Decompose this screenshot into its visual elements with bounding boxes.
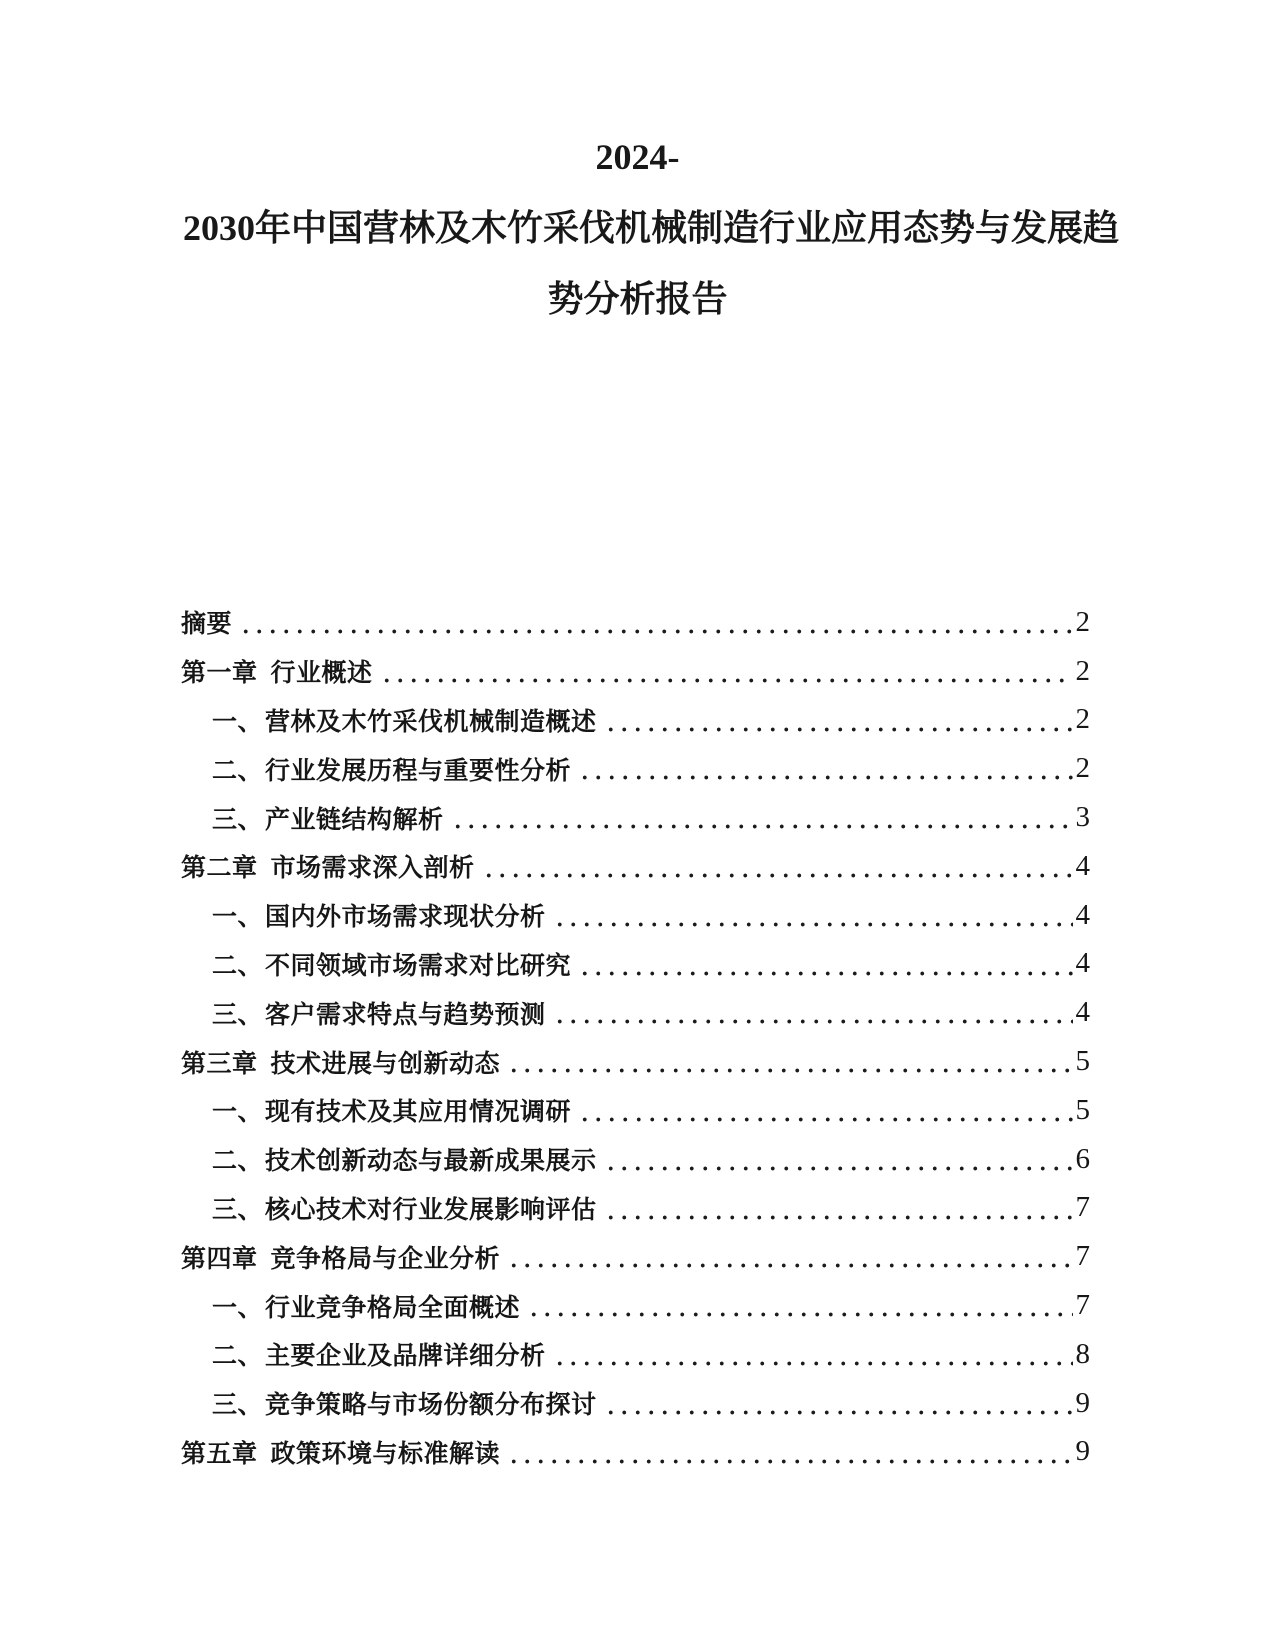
toc-entry: [181, 793, 1090, 842]
toc-dot-leader: [576, 744, 1072, 793]
toc-dot-leader: [237, 598, 1072, 647]
toc-entry: [181, 1184, 1090, 1233]
toc-page-number: 4: [1075, 996, 1090, 1029]
toc-entry: [181, 891, 1090, 940]
report-title-line: 2024-: [595, 137, 680, 177]
toc-entry-title: 技术进展与创新动态: [270, 1049, 501, 1078]
toc-dot-leader: [602, 1184, 1073, 1233]
toc-entry-title: 技术创新动态与最新成果展示: [265, 1147, 597, 1176]
toc-entry-number: 二、: [212, 756, 264, 785]
toc-page-number: 3: [1075, 801, 1090, 834]
toc-entry-title: 行业发展历程与重要性分析: [265, 756, 572, 785]
toc-entry-title: 产业链结构解析: [265, 805, 444, 834]
toc-entry-number: 第四章: [181, 1244, 258, 1273]
toc-entry-number: 第三章: [181, 1049, 258, 1078]
toc-entry-title: 核心技术对行业发展影响评估: [265, 1195, 597, 1224]
toc-page-number: 6: [1075, 1142, 1090, 1175]
toc-entry: [181, 1428, 1090, 1477]
toc-entry-title: 竞争策略与市场份额分布探讨: [265, 1391, 597, 1420]
report-title: [183, 122, 1120, 335]
toc-dot-leader: [602, 1135, 1073, 1184]
toc-page-number: 4: [1075, 849, 1090, 882]
toc-entry: [181, 940, 1090, 989]
toc-page-number: 5: [1075, 1093, 1090, 1126]
toc-page-number: 2: [1075, 703, 1090, 736]
toc-dot-leader: [378, 647, 1073, 696]
report-title-line: 势分析报告: [547, 279, 728, 319]
toc-entry-number: 二、: [212, 951, 264, 980]
toc-entry: [181, 1379, 1090, 1428]
toc-dot-leader: [551, 988, 1073, 1037]
toc-dot-leader: [480, 842, 1073, 891]
toc-entry: [181, 1135, 1090, 1184]
toc-entry-title: 营林及木竹采伐机械制造概述: [265, 707, 597, 736]
toc-page-number: 2: [1075, 605, 1090, 638]
toc-dot-leader: [505, 1428, 1072, 1477]
table-of-contents: [181, 598, 1090, 1476]
toc-entry: [181, 598, 1090, 647]
toc-entry-number: 一、: [212, 1293, 264, 1322]
toc-entry: [181, 1037, 1090, 1086]
toc-dot-leader: [551, 891, 1073, 940]
toc-entry: [181, 988, 1090, 1037]
toc-entry-title: 行业竞争格局全面概述: [265, 1293, 521, 1322]
toc-page-number: 9: [1075, 1435, 1090, 1468]
toc-entry-title: 客户需求特点与趋势预测: [265, 1000, 546, 1029]
toc-entry-title: 行业概述: [270, 659, 373, 688]
toc-dot-leader: [505, 1232, 1072, 1281]
toc-entry: [181, 744, 1090, 793]
toc-page-number: 5: [1075, 1045, 1090, 1078]
toc-dot-leader: [449, 793, 1073, 842]
toc-entry-number: 三、: [212, 1195, 264, 1224]
toc-entry: [181, 1330, 1090, 1379]
toc-entry-number: 一、: [212, 1098, 264, 1127]
report-title-line: 2030年中国营林及木竹采伐机械制造行业应用态势与发展趋: [183, 208, 1120, 248]
toc-entry-title: 国内外市场需求现状分析: [265, 903, 546, 932]
toc-entry-number: 一、: [212, 903, 264, 932]
toc-dot-leader: [602, 1379, 1073, 1428]
toc-page-number: 4: [1075, 947, 1090, 980]
toc-page-number: 9: [1075, 1386, 1090, 1419]
toc-entry: [181, 1281, 1090, 1330]
toc-entry-number: 一、: [212, 707, 264, 736]
toc-entry: [181, 1232, 1090, 1281]
toc-page-number: 4: [1075, 898, 1090, 931]
toc-dot-leader: [551, 1330, 1073, 1379]
toc-entry-title: 现有技术及其应用情况调研: [265, 1098, 572, 1127]
toc-dot-leader: [505, 1037, 1072, 1086]
toc-entry-number: 三、: [212, 805, 264, 834]
toc-dot-leader: [602, 696, 1073, 745]
toc-page-number: 2: [1075, 654, 1090, 687]
toc-entry-title: 不同领域市场需求对比研究: [265, 951, 572, 980]
toc-page-number: 8: [1075, 1337, 1090, 1370]
toc-entry-title: 竞争格局与企业分析: [270, 1244, 501, 1273]
toc-entry-number: 二、: [212, 1342, 264, 1371]
toc-entry: [181, 696, 1090, 745]
toc-page-number: 7: [1075, 1240, 1090, 1273]
toc-dot-leader: [576, 940, 1072, 989]
toc-entry-title: 政策环境与标准解读: [270, 1439, 501, 1468]
toc-entry: [181, 842, 1090, 891]
toc-entry-number: 第二章: [181, 854, 258, 883]
toc-entry: [181, 1086, 1090, 1135]
toc-dot-leader: [525, 1281, 1072, 1330]
toc-page-number: 7: [1075, 1289, 1090, 1322]
toc-entry-title: 摘要: [181, 610, 233, 639]
toc-entry-number: 第一章: [181, 659, 258, 688]
toc-entry-title: 市场需求深入剖析: [270, 854, 475, 883]
toc-page-number: 2: [1075, 752, 1090, 785]
toc-dot-leader: [576, 1086, 1072, 1135]
toc-entry-number: 三、: [212, 1391, 264, 1420]
toc-entry-number: 三、: [212, 1000, 264, 1029]
toc-entry-title: 主要企业及品牌详细分析: [265, 1342, 546, 1371]
toc-entry: [181, 647, 1090, 696]
toc-entry-number: 二、: [212, 1147, 264, 1176]
toc-entry-number: 第五章: [181, 1439, 258, 1468]
toc-page-number: 7: [1075, 1191, 1090, 1224]
